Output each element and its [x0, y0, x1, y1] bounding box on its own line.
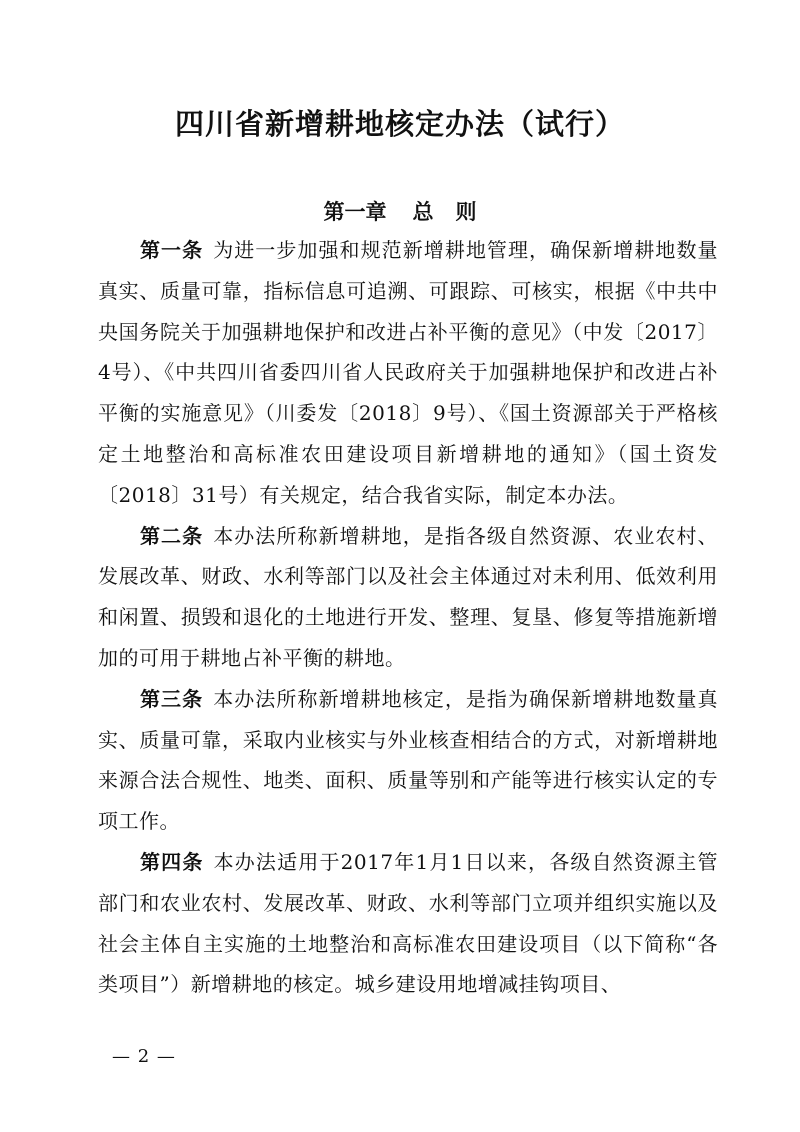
document-body [98, 230, 718, 1005]
article-1 [98, 230, 718, 516]
article-1-label: 第一条 [140, 238, 204, 262]
chapter-heading [0, 196, 800, 226]
article-2 [98, 516, 718, 679]
chapter-name-part1: 总 [412, 200, 434, 224]
article-4-text: 本办法适用于2017年1月1日以来，各级自然资源主管部门和农业农村、发展改革、财政、水利等部门立项并组织实施以及社会主体自主实施的土地整治和高标准农田建设项目（以下简称“各类项目”）新增耕地的核定。城乡建设用地增减挂钩项目、 [98, 849, 718, 997]
article-4 [98, 842, 718, 1005]
article-3 [98, 679, 718, 842]
article-3-text: 本办法所称新增耕地核定，是指为确保新增耕地数量真实、质量可靠，采取内业核实与外业核查相结合的方式，对新增耕地来源合法合规性、地类、面积、质量等别和产能等进行核实认定的专项工作。 [98, 686, 719, 834]
article-1-text: 为进一步加强和规范新增耕地管理，确保新增耕地数量真实、质量可靠，指标信息可追溯、可跟踪、可核实，根据《中共中央国务院关于加强耕地保护和改进占补平衡的意见》（中发〔2017〕4号）、《中共四川省委四川省人民政府关于加强耕地保护和改进占补平衡的实施意见》（川委发〔2018〕9号）、《国土资源部关于严格核定土地整治和高标准农田建设项目新增耕地的通知》（国土资发〔2018〕31号）有关规定，结合我省实际，制定本办法。 [98, 238, 719, 507]
article-2-text: 本办法所称新增耕地，是指各级自然资源、农业农村、发展改革、财政、水利等部门以及社会主体通过对未利用、低效利用和闲置、损毁和退化的土地进行开发、整理、复垦、修复等措施新增加的可用于耕地占补平衡的耕地。 [98, 523, 719, 670]
page-number: — 2 — [112, 1046, 176, 1067]
chapter-number: 第一章 [323, 200, 387, 224]
article-2-label: 第二条 [140, 523, 204, 548]
article-4-label: 第四条 [140, 849, 204, 874]
document-title: 四川省新增耕地核定办法（试行） [174, 107, 625, 141]
article-3-label: 第三条 [140, 686, 204, 711]
chapter-name-part2: 则 [455, 200, 477, 224]
